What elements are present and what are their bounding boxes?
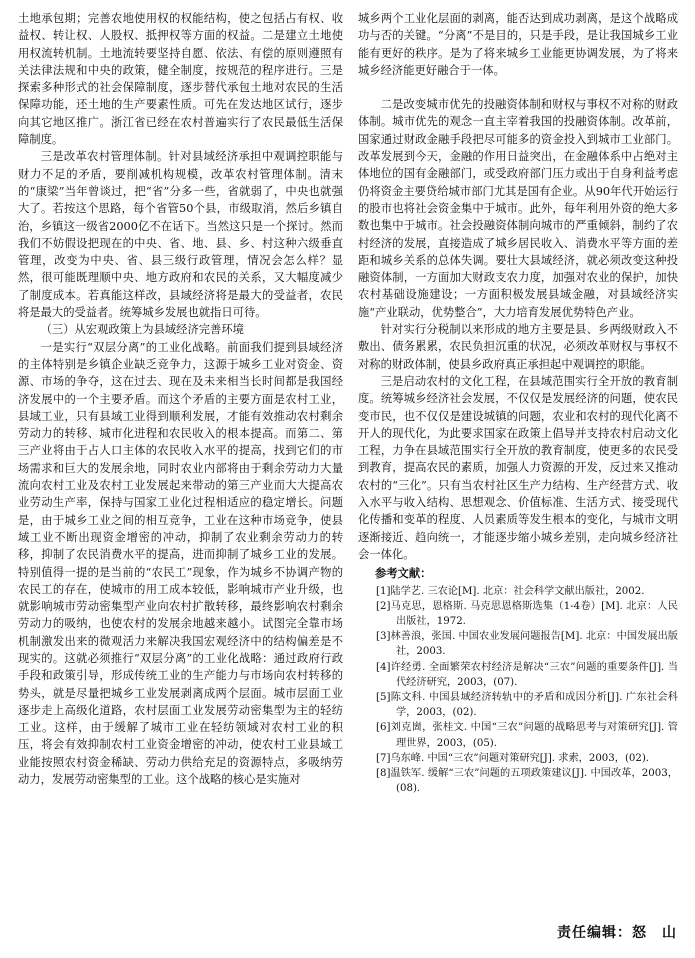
body-paragraph: 三是改革农村管理体制。针对县域经济承担中观调控职能与财力不足的矛盾，要削减机构规模，改革农村管理体制。清末的“康梁”当年曾谈过，把“省”分多一些，省就弱了，中央也就强大了。若按这个思路，每个省管50个县，市级取消，然后乡镇自治，乡镇这一级省2000亿不在话下。当然这只是一个探讨。然而我们不妨假设把现在的中央、省、地、县、乡、村这种六级垂直管理，改变为中央、省、县三级行政管理，情况会怎么样？显然，很可能既理顺中央、地方政府和农民的关系，又大幅度减少了制度成本。若真能这样改，县域经济将是最大的受益者，农民将是最大的受益者。统筹城乡发展也就指日可待。 [18,150,343,320]
body-paragraph: 二是改变城市优先的投融资体制和财权与事权不对称的财政体制。城市优先的观念一直主宰着我国的投融资体制。改革前，国家通过财政金融手段把尽可能多的资金投入到城市工业部门。改革发展到今天，金融的作用日益突出，在金融体系中占绝对主体地位的国有金融部门，或受政府部门压力或出于自身利益考虑仍将资金主要贷给城市部门尤其是国有企业。从90年代开始运行的股市也将社会资金集中于城市。此外，每年利用外资的绝大多数也集中于城市。社会投融资体制向城市的严重倾斜，制约了农村经济的发展，直接造成了城乡居民收入、消费水平等方面的差距和城乡关系的总体失调。要壮大县域经济，就必须改变这种投融资体制，一方面加大财政支农力度，加强对农业的保护，加快农村基础设施建设；一方面积极发展县域金融，对县域经济实施“产业联动，优势整合”，大力培育发展优势特色产业。 [358,98,678,319]
reference-item: [7]乌东峰. 中国“三农”问题对策研究[J]. 求索，2003，(02). [376,752,650,764]
reference-item: [3]林善浪，张国. 中国农业发展问题报告[M]. 北京：中国发展出版社，2003. [376,631,678,658]
right-column [358,10,678,955]
references-title: 参考文献： [374,566,432,581]
body-paragraph: 针对实行分税制以来形成的地方主要是县、乡两级财政入不敷出、债务累累，农民负担沉重的状况，必须改革财权与事权不对称的财政体制，使县乡政府真正承担起中观调控的职能。 [358,323,678,371]
reference-item: [8]温铁军. 缓解“三农”问题的五项政策建议[J]. 中国改革，2003，(08). [376,767,678,795]
references-list [358,584,678,797]
body-paragraph: 土地承包期；完善农地使用权的权能结构，使之包括占有权、收益权、转让权、人股权、抵押权等方面的权益。二是建立土地使用权流转机制。土地流转要坚持自愿、依法、有偿的原则遵照有关法律法规和中央的政策，健全制度，按规范的程序进行。三是探索多种形式的社会保障制度，逐步替代承包土地对农民的生活保障功能，还土地的生产要素性质。可先在发达地区试行，逐步向其它地区推广。浙江省已经在农村普遍实行了农民最低生活保障制度。 [18,12,343,147]
reference-item: [4]许经勇. 全面繁荣农村经济是解决“三农”问题的重要条件[J]. 当代经济研究，2003，(07). [376,661,678,688]
body-paragraph: 三是启动农村的文化工程，在县域范围实行全开放的教育制度。统筹城乡经济社会发展，不仅仅是发展经济的问题，使农民变市民，也不仅仅是建设城镇的问题，农业和农村的现代化离不开人的现代化，为此要求国家在政策上倡导并支持农村启动文化工程，力争在县域范围实行全开放的教育制度，使更多的农民受到教育，提高农民的素质，加强人力资源的开发，反过来又推动农村的“三化”。只有当农村社区生产力结构、生产经营方式、收入水平与收入结构、思想观念、价值标准、生活方式、接受现代化传播和变革的程度、人员素质等发生根本的变化，与城市文明逐渐接近、趋向统一，才能逐步缩小城乡差别，走向城乡经济社会一体化。 [358,374,678,561]
body-paragraph: 城乡两个工业化层面的剥离，能否达到成功剥离，是这个战略成功与否的关键。“分离”不是目的，只是手段，是让我国城乡工业能有更好的秩序。是为了将来城乡工业能更协调发展，为了将来城乡经济能更好融合于一体。 [358,12,678,77]
reference-item: [5]陈文科. 中国县域经济转轨中的矛盾和成因分析[J]. 广东社会科学，2003，(02). [376,691,678,719]
reference-item: [1]陆学艺. 三农论[M]. 北京：社会科学文献出版社，2002. [376,585,645,597]
reference-item: [2]马克思，恩格斯. 马克思恩格斯选集（1-4卷）[M]. 北京：人民出版社，1972. [376,600,678,627]
section-heading: （三）从宏观政策上为县域经济完善环境 [40,323,244,337]
paragraph-gap [358,79,678,96]
left-column [18,10,343,955]
responsible-editor: 责任编辑：怒 山 [557,925,677,941]
body-paragraph: 一是实行“双层分离”的工业化战略。前面我们提到县域经济的主体特别是乡镇企业缺乏竞争力，这源于城乡工业对资金、资源、市场的争夺，这在过去、现在及未来相当长时间都是我国经济发展中的一个主要矛盾。而这个矛盾的主要方面是农村工业，县域工业，只有县域工业得到顺利发展，才能有效推动农村剩余劳动力的转移、城市化进程和农民收入的根本提高。而第二、第三产业将由于占人口主体的农民收入水平的提高，找到它们的市场需求和巨大的发展余地，同时农业内部将由于剩余劳动力大量流向农村工业及农村工业发展起来带动的第三产业而大大提高农业劳动生产率，保持与国家工业化过程相适应的稳定增长。问题是，由于城乡工业之间的相互竞争，工业在这种市场竞争，使县域工业不断出现资金增密的冲动，抑制了农业剩余劳动力的转移，抑制了农民消费水平的提高，进而抑制了城乡工业的发展。特别值得一提的是当前的“农民工”现象，作为城乡不协调产物的农民工的存在，使城市的用工成本较低，影响城市产业升级，也就影响城市劳动密集型产业向农村扩散转移，最终影响农村剩余劳动力的吸纳，也使农村的发展余地越来越小。试图完全靠市场机制激发出来的微观活力来解决我国宏观经济中的结构偏差是不现实的。这就必须推行“双层分离”的工业化战略：通过政府行政手段和政策引导，形成传统工业的生产能力与市场向农村转移的势头，就是尽量把城乡工业发展剥离成两个层面。城市层面工业逐步走上高级化道路，农村层面工业发展劳动密集型为主的轻纺工业。这样，由于缓解了城市工业在轻纺领域对农村工业的积压，将会有效抑制农村工业资金增密的冲动，使农村工业县域工业能按照农村资金稀缺、劳动力供给充足的资源特点，多吸纳劳动力，发展劳动密集型的工业。这个战略的核心是实施对 [18,340,343,787]
reference-item: [6]刘克崮，张桂文. 中国“三农”问题的战略思考与对策研究[J]. 管理世界，2003，(05). [376,722,678,749]
